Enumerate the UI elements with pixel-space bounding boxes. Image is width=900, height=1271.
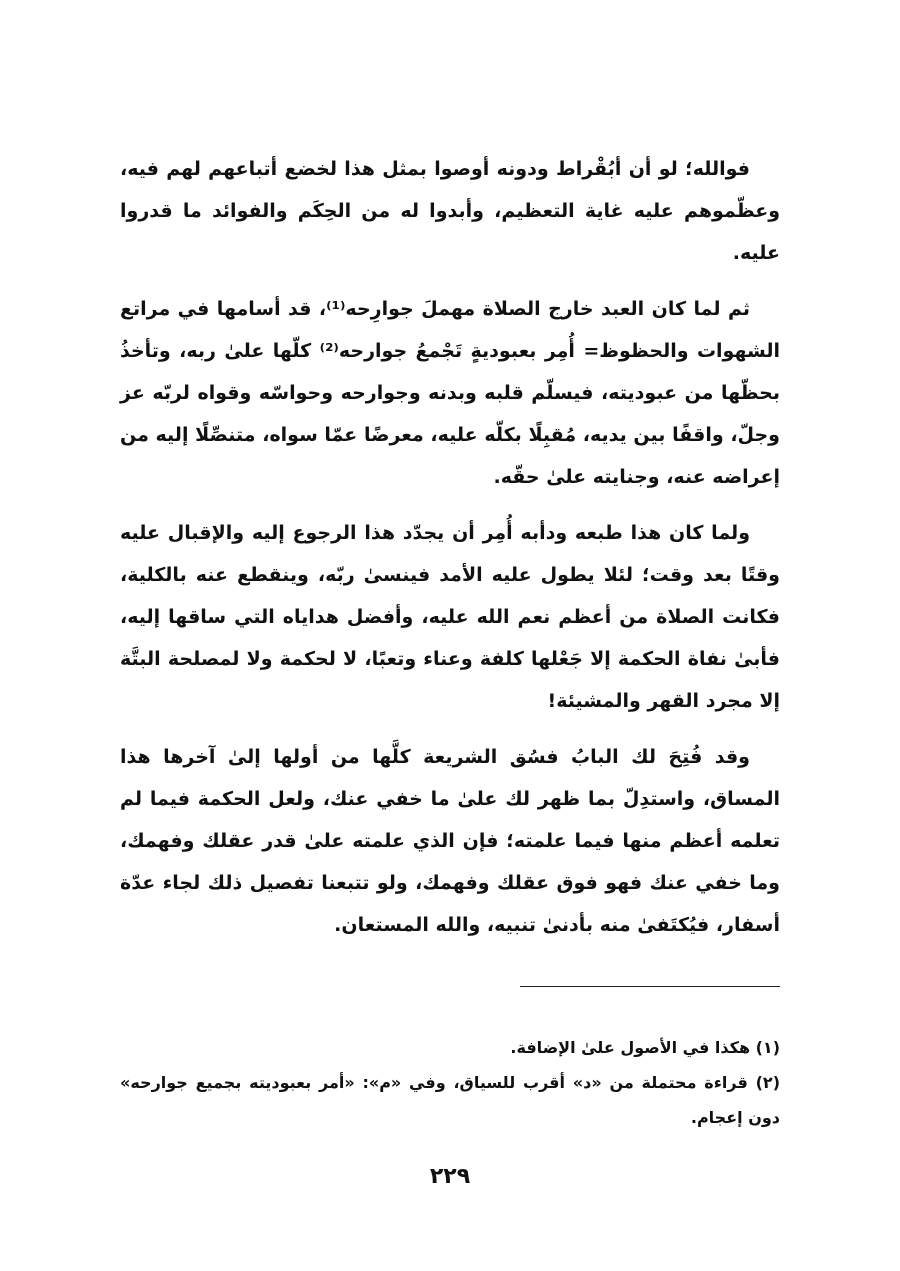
page-number: ٢٢٩ (429, 1164, 471, 1189)
main-text (120, 148, 780, 960)
footnote-1: (١) هكذا في الأصول علىٰ الإضافة. (510, 1038, 780, 1057)
paragraph-2: ثم لما كان العبد خارج الصلاة مهملَ جوارِحه⁽¹⁾، قد أسامها في مراتع الشهوات والحظوظ= أُمِر بعبوديةٍ تَجْمعُ جوارحه⁽²⁾ كلّها علىٰ ربه، وتأخذُ بحظّها من عبوديته، فيسلّم قلبه وبدنه وجوارحه وحواسّه وقواه لربّه عز وجلّ، واقفًا بين يديه، مُقبِلًا بكلّه عليه، معرضًا عمّا سواه، متنصِّلًا إليه من إعراضه عنه، وجنايته علىٰ حقّه. (120, 298, 780, 488)
footnotes (120, 1030, 780, 1135)
paragraph-3: ولما كان هذا طبعه ودأبه أُمِر أن يجدّد هذا الرجوع إليه والإقبال عليه وقتًا بعد وقت؛ لئلا يطول عليه الأمد فينسىٰ ربّه، وينقطع عنه بالكلية، فكانت الصلاة من أعظم نعم الله عليه، وأفضل هداياه التي ساقها إليه، فأبىٰ نفاة الحكمة إلا جَعْلها كلفة وعناء وتعبًا، لا لحكمة ولا لمصلحة البتَّة إلا مجرد القهر والمشيئة! (120, 522, 780, 712)
footnote-separator (520, 986, 780, 987)
paragraph-4: وقد فُتِحَ لك البابُ فسُق الشريعة كلَّها من أولها إلىٰ آخرها هذا المساق، واستدِلّ بما ظهر لك علىٰ ما خفي عنك، ولعل الحكمة فيما لم تعلمه أعظم منها فيما علمته؛ فإن الذي علمته علىٰ قدر عقلك وفهمك، وما خفي عنك فهو فوق عقلك وفهمك، ولو تتبعنا تفصيل ذلك لجاء عدّة أسفار، فيُكتَفىٰ منه بأدنىٰ تنبيه، والله المستعان. (120, 746, 780, 936)
paragraph-1: فوالله؛ لو أن أبُقْراط ودونه أوصوا بمثل هذا لخضع أتباعهم لهم فيه، وعظّموهم عليه غاية التعظيم، وأبدوا له من الحِكَم والفوائد ما قدروا عليه. (120, 158, 780, 264)
footnote-2: (٢) قراءة محتملة من «د» أقرب للسياق، وفي «م»: «أمر بعبوديته بجميع جوارحه» دون إعجام. (120, 1073, 780, 1127)
